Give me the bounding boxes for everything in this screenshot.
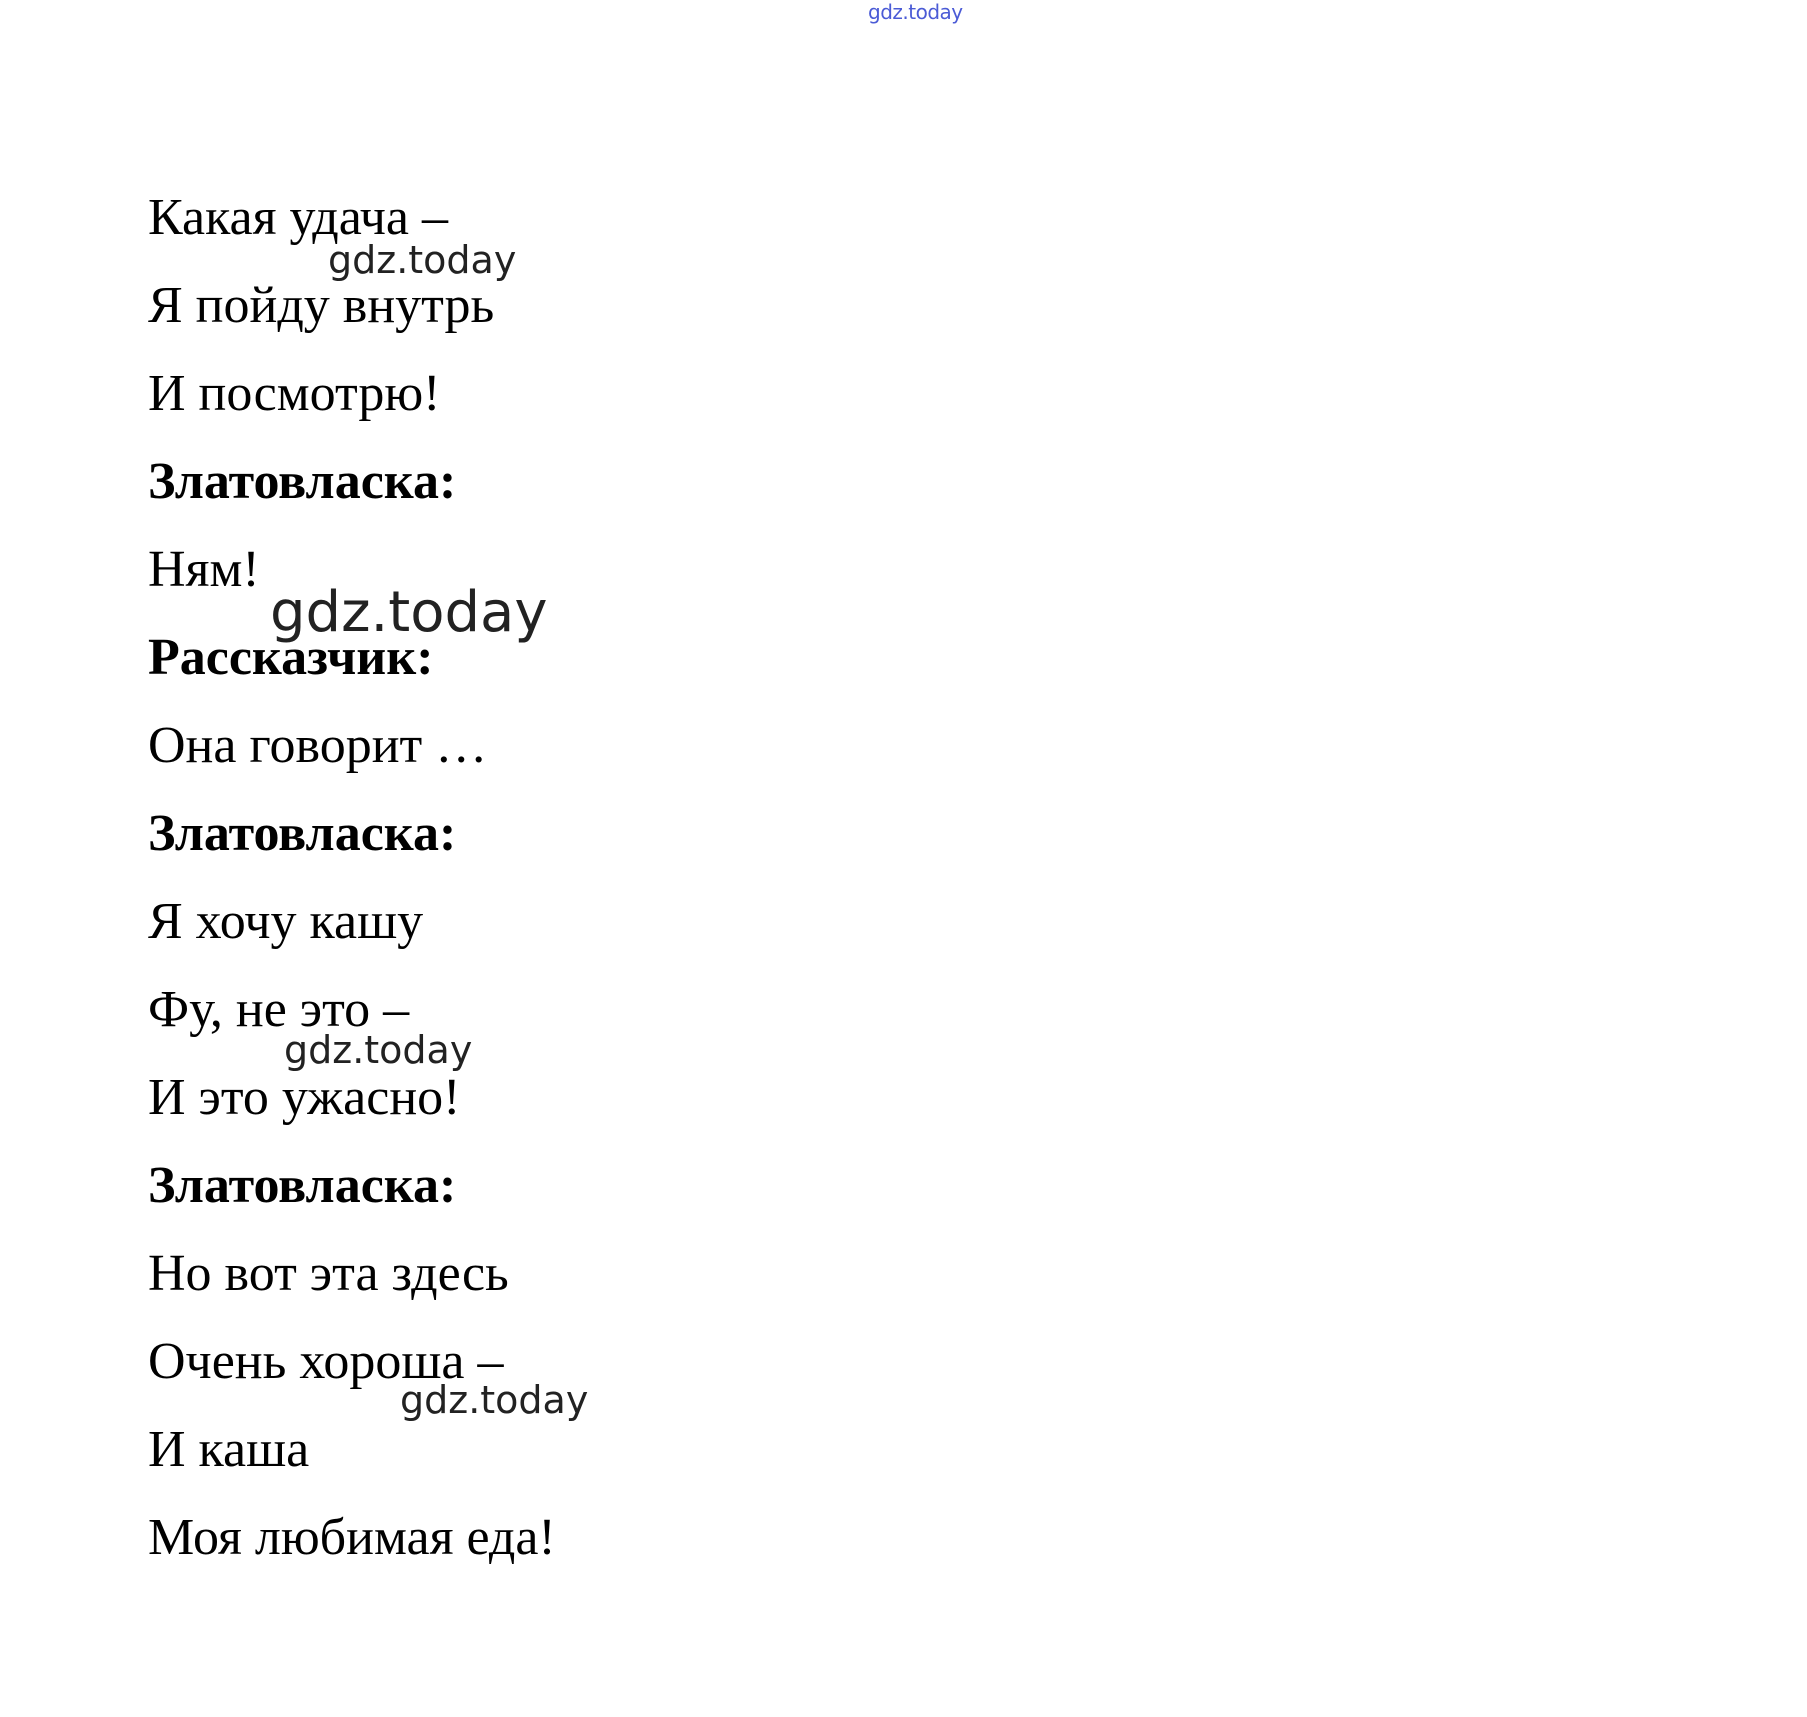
- speaker-label: Златовласка:: [148, 453, 457, 510]
- script-text: [148, 0, 1048, 1717]
- script-line: Но вот эта здесь: [148, 1245, 509, 1302]
- watermark-text: gdz.today: [400, 1378, 589, 1422]
- script-line: Я хочу кашу: [148, 893, 424, 950]
- script-line: Я пойду внутрь: [148, 277, 495, 334]
- watermark-text: gdz.today: [328, 238, 517, 282]
- speaker-label: Златовласка:: [148, 1157, 457, 1214]
- watermark-text: gdz.today: [284, 1028, 473, 1072]
- script-line: И посмотрю!: [148, 365, 441, 422]
- speaker-label: Рассказчик:: [148, 629, 434, 686]
- watermark-text: gdz.today: [270, 580, 548, 645]
- script-line: Какая удача –: [148, 189, 448, 246]
- script-line: Она говорит …: [148, 717, 488, 774]
- script-line: Очень хороша –: [148, 1333, 504, 1390]
- speaker-label: Златовласка:: [148, 805, 457, 862]
- script-line: Моя любимая еда!: [148, 1509, 556, 1566]
- script-line: И это ужасно!: [148, 1069, 461, 1126]
- top-watermark: gdz.today: [868, 0, 963, 24]
- script-line: И каша: [148, 1421, 310, 1478]
- script-line: Ням!: [148, 541, 260, 598]
- script-line: Фу, не это –: [148, 981, 410, 1038]
